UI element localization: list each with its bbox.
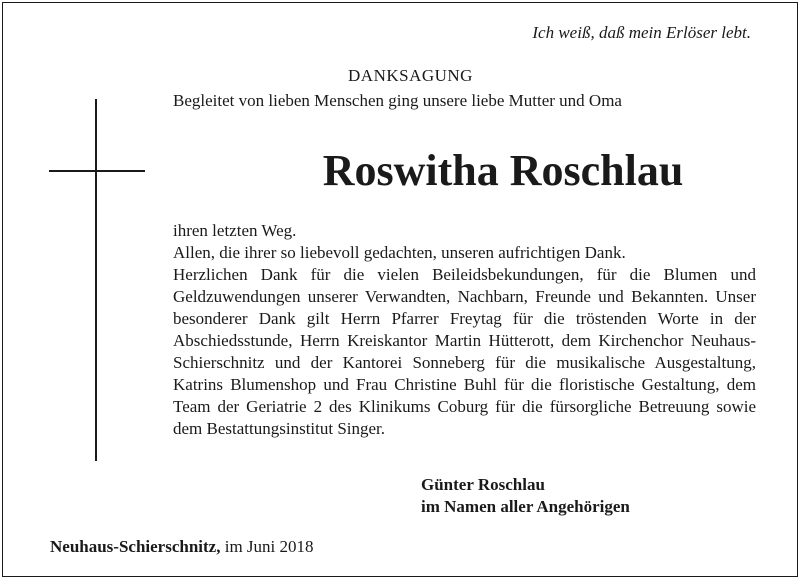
signature-name: Günter Roschlau (421, 475, 545, 494)
motto: Ich weiß, daß mein Erlöser lebt. (532, 23, 751, 42)
obituary-notice (2, 2, 798, 577)
signature-line-2: im Namen aller Angehörigen (421, 497, 630, 516)
signature (421, 474, 630, 518)
deceased-name: Roswitha Roschlau (322, 146, 684, 195)
body-line-2: Allen, die ihrer so liebevoll gedachten, unseren aufrichtigen Dank. (173, 243, 626, 262)
intro-text: Begleitet von lieben Menschen ging unsere liebe Mutter und Oma (173, 91, 622, 110)
body-line-1: ihren letzten Weg. (173, 221, 297, 240)
place: Neuhaus-Schierschnitz, (50, 537, 221, 556)
date: im Juni 2018 (220, 537, 314, 556)
body-paragraph: Herzlichen Dank für die vielen Beileidsbekundungen, für die Blumen und Geldzuwendungen unserer Verwandten, Nachbarn, Freunde und Bekannten. Unser besonderer Dank gilt Herrn Pfarrer Freytag für die tröstenden Worte in der Abschiedsstunde, Herrn Kreiskantor Martin Hütterott, dem Kirchenchor Neuhaus-Schierschnitz und der Kantorei Sonneberg für die musikalische Ausgestaltung, Katrins Blumenshop und Frau Christine Buhl für die floristische Gestaltung, dem Team der Geriatrie 2 des Klinikums Coburg für die fürsorgliche Betreuung sowie dem Bestattungsinstitut Singer. (173, 265, 756, 438)
heading: DANKSAGUNG (348, 66, 473, 85)
place-date (50, 537, 314, 557)
body-text (173, 220, 756, 440)
